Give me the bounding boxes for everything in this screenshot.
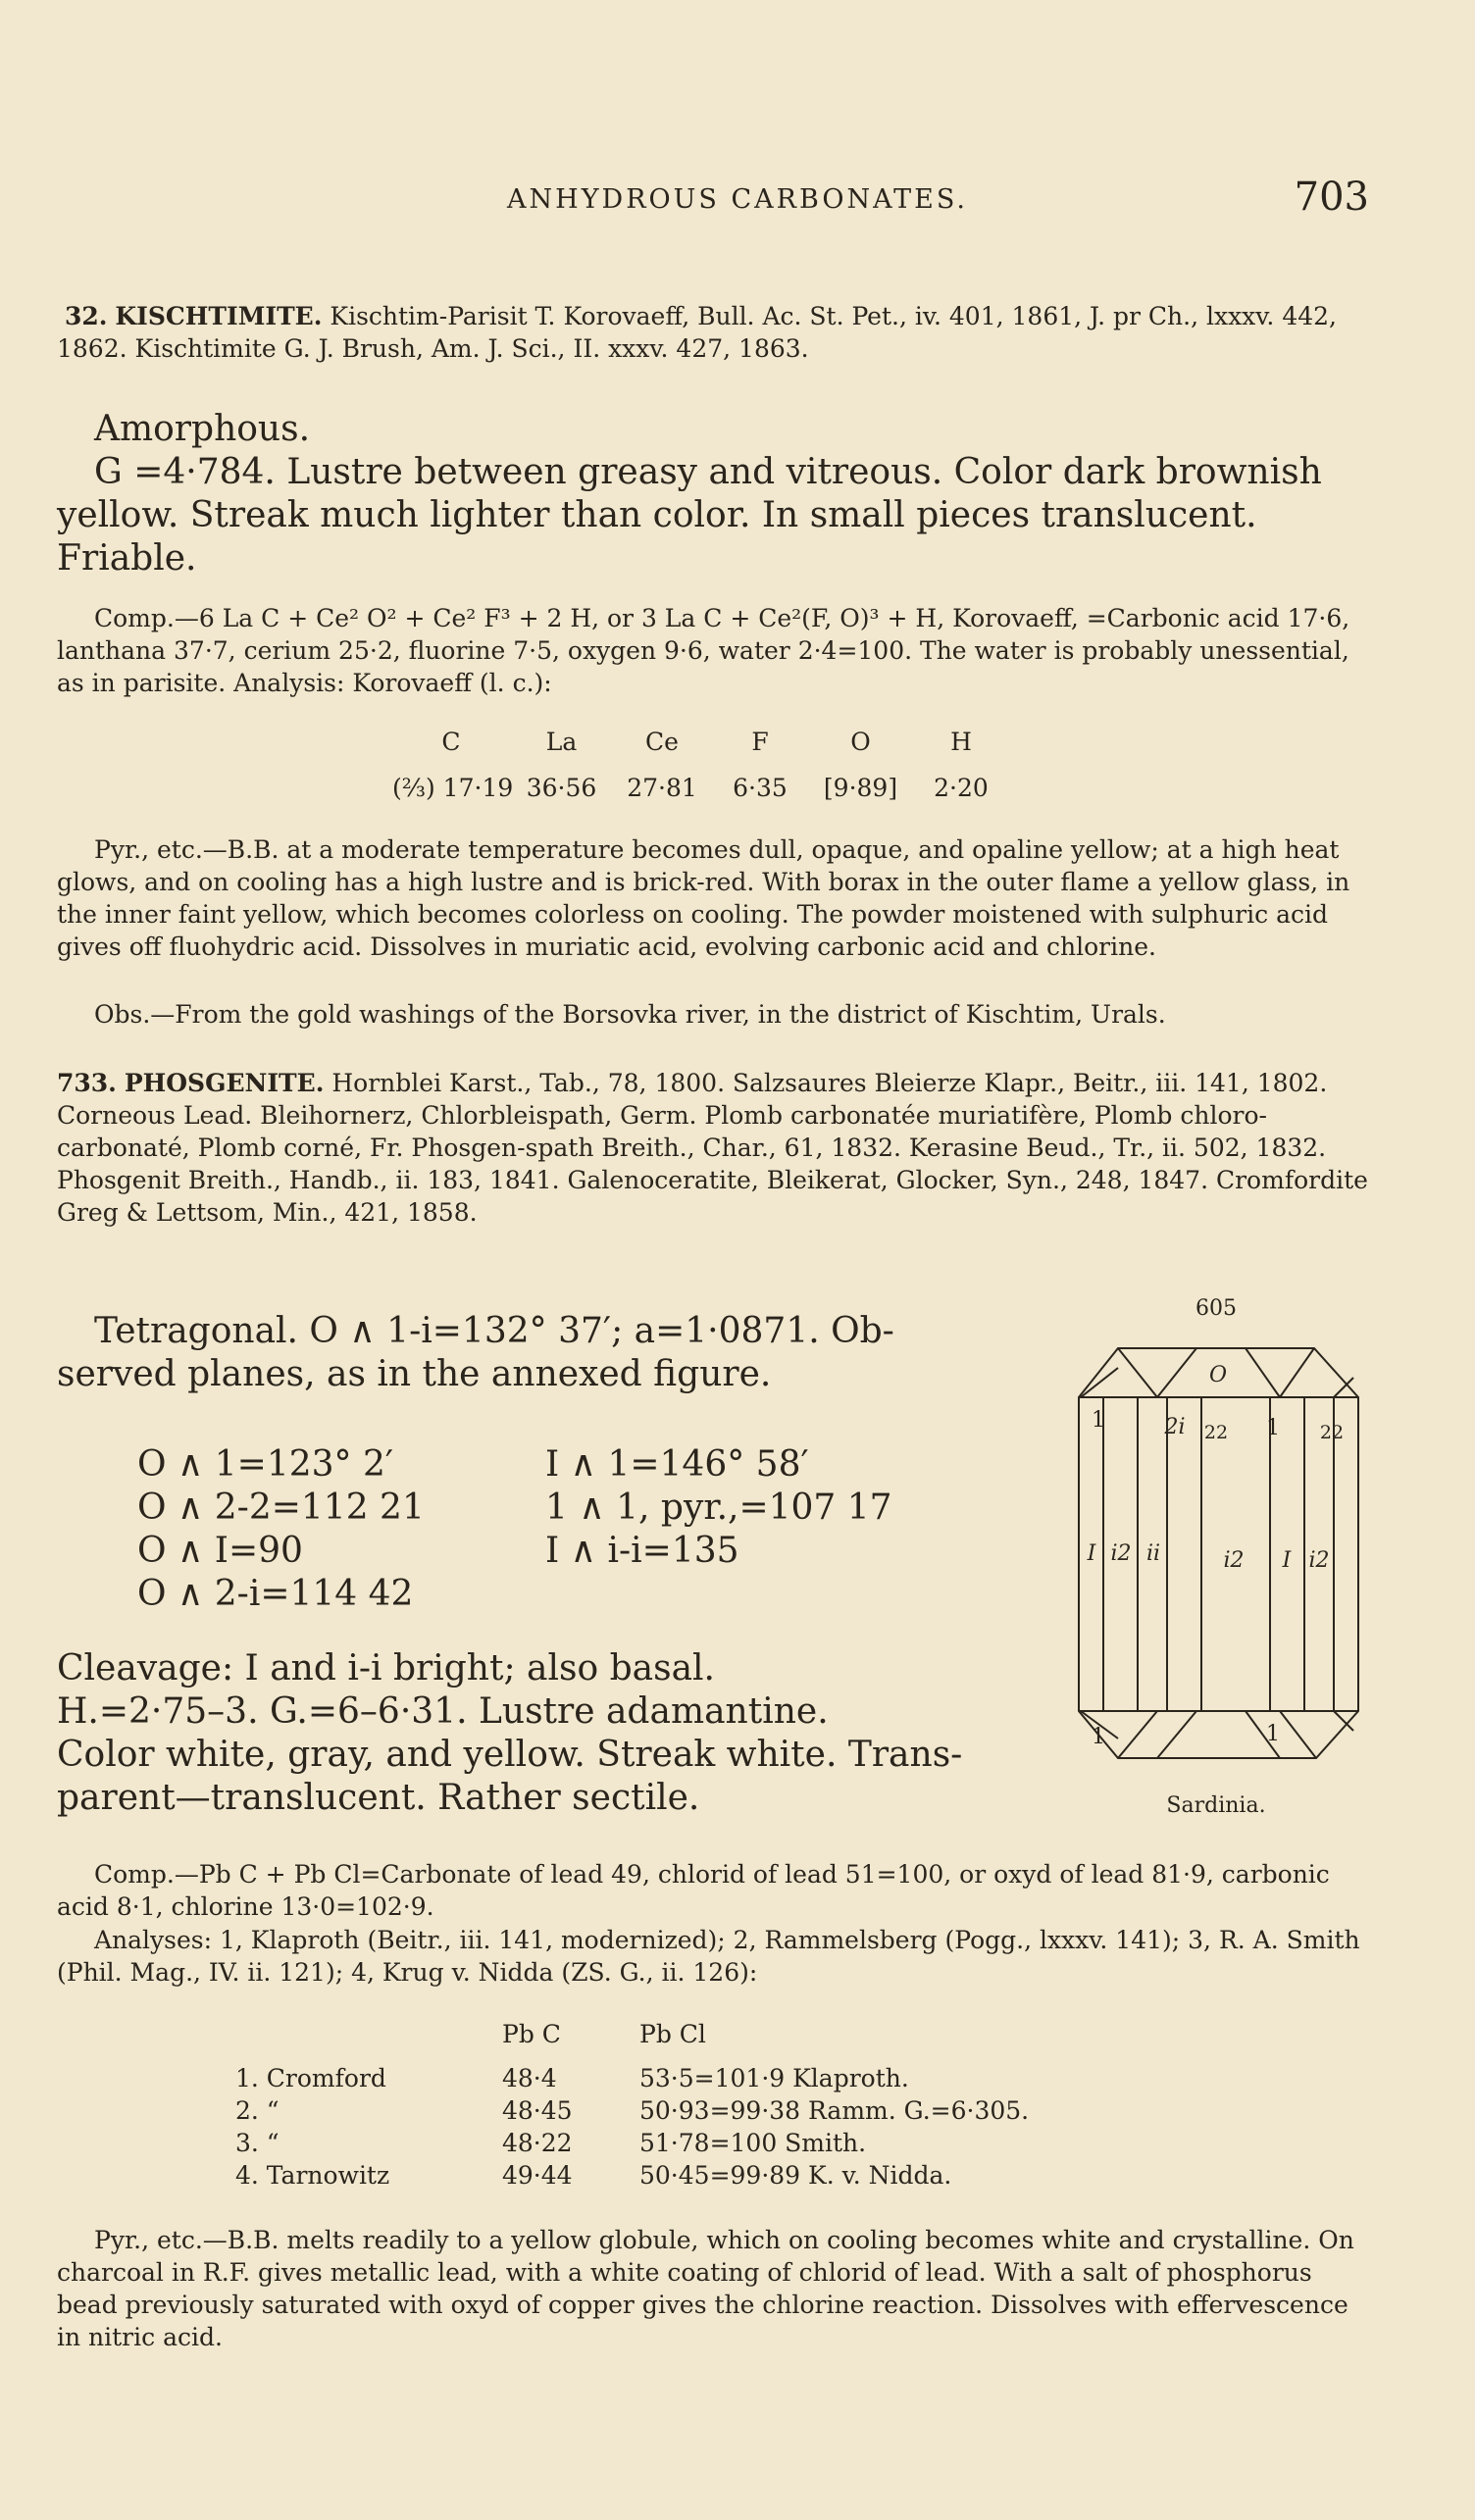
face-label-2i: 2i	[1164, 1415, 1186, 1439]
face-label-1: 1	[1266, 1416, 1280, 1440]
table-cell-pbc: 49·44	[502, 2161, 573, 2190]
kischtimite-pyrognostics: Pyr., etc.—B.B. at a moderate temperature becomes dull, opaque, and opaline yellow; at a high heat glows, and on cooling has a high lustre and is brick-red. With borax in the outer flame a yellow glass, in the inner faint yellow, which becomes colorless on cooling. The powder moistened with sulphuric acid gives off fluohydric acid. Dissolves in muriatic acid, evolving carbonic acid and chlorine.	[57, 835, 1350, 961]
face-label-22: 22	[1203, 1422, 1229, 1443]
analysis-value: 36·56	[526, 774, 597, 802]
angle-measurement: O ∧ 2-i=114 42	[137, 1574, 414, 1614]
table-header: Pb Cl	[639, 2020, 706, 2048]
phosgenite-angles-left	[137, 1443, 549, 1616]
table-row	[235, 2127, 1118, 2159]
phosgenite-analysis-table	[235, 2018, 1118, 2192]
page-number: 703	[1294, 175, 1369, 220]
face-label-22: 22	[1319, 1422, 1345, 1443]
angle-measurement: I ∧ i-i=135	[545, 1531, 739, 1571]
phosgenite-crystal-line-1: Tetragonal. O ∧ 1-i=132° 37′; a=1·0871. Ob-	[94, 1311, 894, 1351]
analysis-value: [9·89]	[823, 774, 898, 802]
table-row-label: 3. “	[235, 2129, 280, 2157]
phosgenite-heading	[57, 1067, 1371, 1229]
table-row-label: 4. Tarnowitz	[235, 2161, 390, 2190]
table-cell-pbc: 48·4	[502, 2064, 557, 2092]
analysis-value: 6·35	[733, 774, 788, 802]
table-cell-pbc: 48·22	[502, 2129, 573, 2157]
table-header: Pb C	[502, 2020, 561, 2048]
face-label-1: 1	[1092, 1725, 1105, 1749]
kischtimite-name: KISCHTIMITE.	[115, 302, 323, 330]
phosgenite-physical-properties	[57, 1647, 1028, 1820]
analysis-value: (⅔) 17·19	[392, 774, 514, 802]
analysis-header: La	[545, 728, 578, 756]
phosgenite-composition: Comp.—Pb C + Pb Cl=Carbonate of lead 49, chlorid of lead 51=100, or oxyd of lead 81·9, carbonic acid 8·1, chlorine 13·0=102·9.	[57, 1860, 1330, 1921]
kischtimite-amorphous: Amorphous.	[94, 409, 311, 449]
table-row-label: 1. Cromford	[235, 2064, 386, 2092]
analysis-header-row	[392, 726, 1079, 758]
table-header-row	[235, 2018, 1118, 2050]
analysis-value: 27·81	[627, 774, 697, 802]
analysis-header: F	[751, 728, 769, 756]
phosgenite-analyses-intro: Analyses: 1, Klaproth (Beitr., iii. 141, modernized); 2, Rammelsberg (Pogg., lxxxv. 141); 3, R. A. Smith (Phil. Mag., IV. ii. 121); 4, Krug v. Nidda (ZS. G., ii. 126):	[57, 1926, 1360, 1987]
face-label-i2: i2	[1110, 1541, 1132, 1566]
figure-number: 605	[1195, 1296, 1237, 1321]
table-row	[235, 2094, 1118, 2127]
physical-line: parent—translucent. Rather sectile.	[57, 1778, 700, 1818]
angle-measurement: I ∧ 1=146° 58′	[545, 1444, 809, 1485]
analysis-header: O	[850, 728, 871, 756]
kischtimite-analysis-table	[392, 726, 1079, 804]
physical-line: H.=2·75–3. G.=6–6·31. Lustre adamantine.	[57, 1691, 829, 1732]
kischtimite-synonymy: Kischtim-Parisit T. Korovaeff, Bull. Ac. St. Pet., iv. 401, 1861, J. pr Ch., lxxxv. 442, 1862. Kischtimite G. J. Brush, Am. J. Sci., II. xxxv. 427, 1863.	[57, 302, 1337, 363]
kischtimite-composition: Comp.—6 La C + Ce² O² + Ce² F³ + 2 H, or 3 La C + Ce²(F, O)³ + H, Korovaeff, =Carbonic acid 17·6, lanthana 37·7, cerium 25·2, fluorine 7·5, oxygen 9·6, water 2·4=100. The water is probably unessential, as in parisite. Analysis: Korovaeff (l. c.):	[57, 604, 1350, 697]
table-row-label: 2. “	[235, 2096, 280, 2125]
phosgenite-pyrognostics: Pyr., etc.—B.B. melts readily to a yellow globule, which on cooling becomes white and crystalline. On charcoal in R.F. gives metallic lead, with a white coating of chlorid of lead. With a salt of phosphorus bead previously saturated with oxyd of copper gives the chlorine reaction. Dissolves with effervescence in nitric acid.	[57, 2226, 1354, 2351]
face-label-I: I	[1282, 1548, 1292, 1573]
running-head: ANHYDROUS CARBONATES.	[507, 184, 968, 215]
kischtimite-number: 32.	[64, 302, 108, 330]
crystal-figure-605	[1059, 1289, 1383, 1839]
face-label-1: 1	[1092, 1408, 1105, 1433]
table-row	[235, 2159, 1118, 2192]
kischtimite-properties: G =4·784. Lustre between greasy and vitreous. Color dark brownish yellow. Streak much lighter than color. In small pieces translucent. Friable.	[57, 452, 1322, 579]
face-label-I: I	[1087, 1541, 1096, 1566]
table-cell-pbcl: 53·5=101·9 Klaproth.	[639, 2064, 909, 2092]
kischtimite-observations: Obs.—From the gold washings of the Borsovka river, in the district of Kischtim, Urals.	[94, 1000, 1166, 1029]
table-cell-pbcl: 51·78=100 Smith.	[639, 2129, 867, 2157]
analysis-header: Ce	[645, 728, 679, 756]
angle-measurement: O ∧ 2-2=112 21	[137, 1487, 425, 1528]
angle-measurement: O ∧ I=90	[137, 1531, 303, 1571]
kischtimite-description	[57, 408, 1371, 580]
table-cell-pbcl: 50·93=99·38 Ramm. G.=6·305.	[639, 2096, 1030, 2125]
analysis-header: C	[441, 728, 461, 756]
physical-line: Color white, gray, and yellow. Streak white. Trans-	[57, 1735, 963, 1775]
angle-measurement: 1 ∧ 1, pyr.,=107 17	[545, 1487, 892, 1528]
table-cell-pbc: 48·45	[502, 2096, 573, 2125]
phosgenite-crystal-text	[57, 1310, 1028, 1396]
table-cell-pbcl: 50·45=99·89 K. v. Nidda.	[639, 2161, 952, 2190]
table-row	[235, 2062, 1118, 2094]
phosgenite-crystal-line-2: served planes, as in the annexed figure.	[57, 1354, 772, 1394]
physical-line: Cleavage: I and i-i bright; also basal.	[57, 1648, 715, 1688]
analysis-value: 2·20	[934, 774, 989, 802]
phosgenite-name: PHOSGENITE.	[124, 1069, 325, 1097]
figure-caption: Sardinia.	[1166, 1793, 1266, 1818]
face-label-top: O	[1208, 1363, 1228, 1387]
analysis-header: H	[950, 728, 972, 756]
phosgenite-angles-right	[545, 1443, 1006, 1573]
face-label-i2: i2	[1308, 1548, 1330, 1573]
face-label-i2: i2	[1223, 1548, 1245, 1573]
face-label-ii: ii	[1145, 1541, 1161, 1566]
face-label-1: 1	[1266, 1722, 1280, 1746]
kischtimite-heading	[57, 300, 1371, 365]
phosgenite-synonymy: Hornblei Karst., Tab., 78, 1800. Salzsaures Bleierze Klapr., Beitr., iii. 141, 1802. Corneous Lead. Bleihornerz, Chlorbleispath, Germ. Plomb carbonatée muriatifère, Plomb chloro-carbonaté, Plomb corné, Fr. Phosgen-spath Breith., Char., 61, 1832. Kerasine Beud., Tr., ii. 502, 1832. Phosgenit Breith., Handb., ii. 183, 1841. Galenoceratite, Bleikerat, Glocker, Syn., 248, 1847. Cromfordite Greg & Lettsom, Min., 421, 1858.	[57, 1069, 1368, 1227]
analysis-value-row	[392, 772, 1079, 804]
phosgenite-number: 733.	[57, 1069, 117, 1097]
angle-measurement: O ∧ 1=123° 2′	[137, 1444, 394, 1485]
